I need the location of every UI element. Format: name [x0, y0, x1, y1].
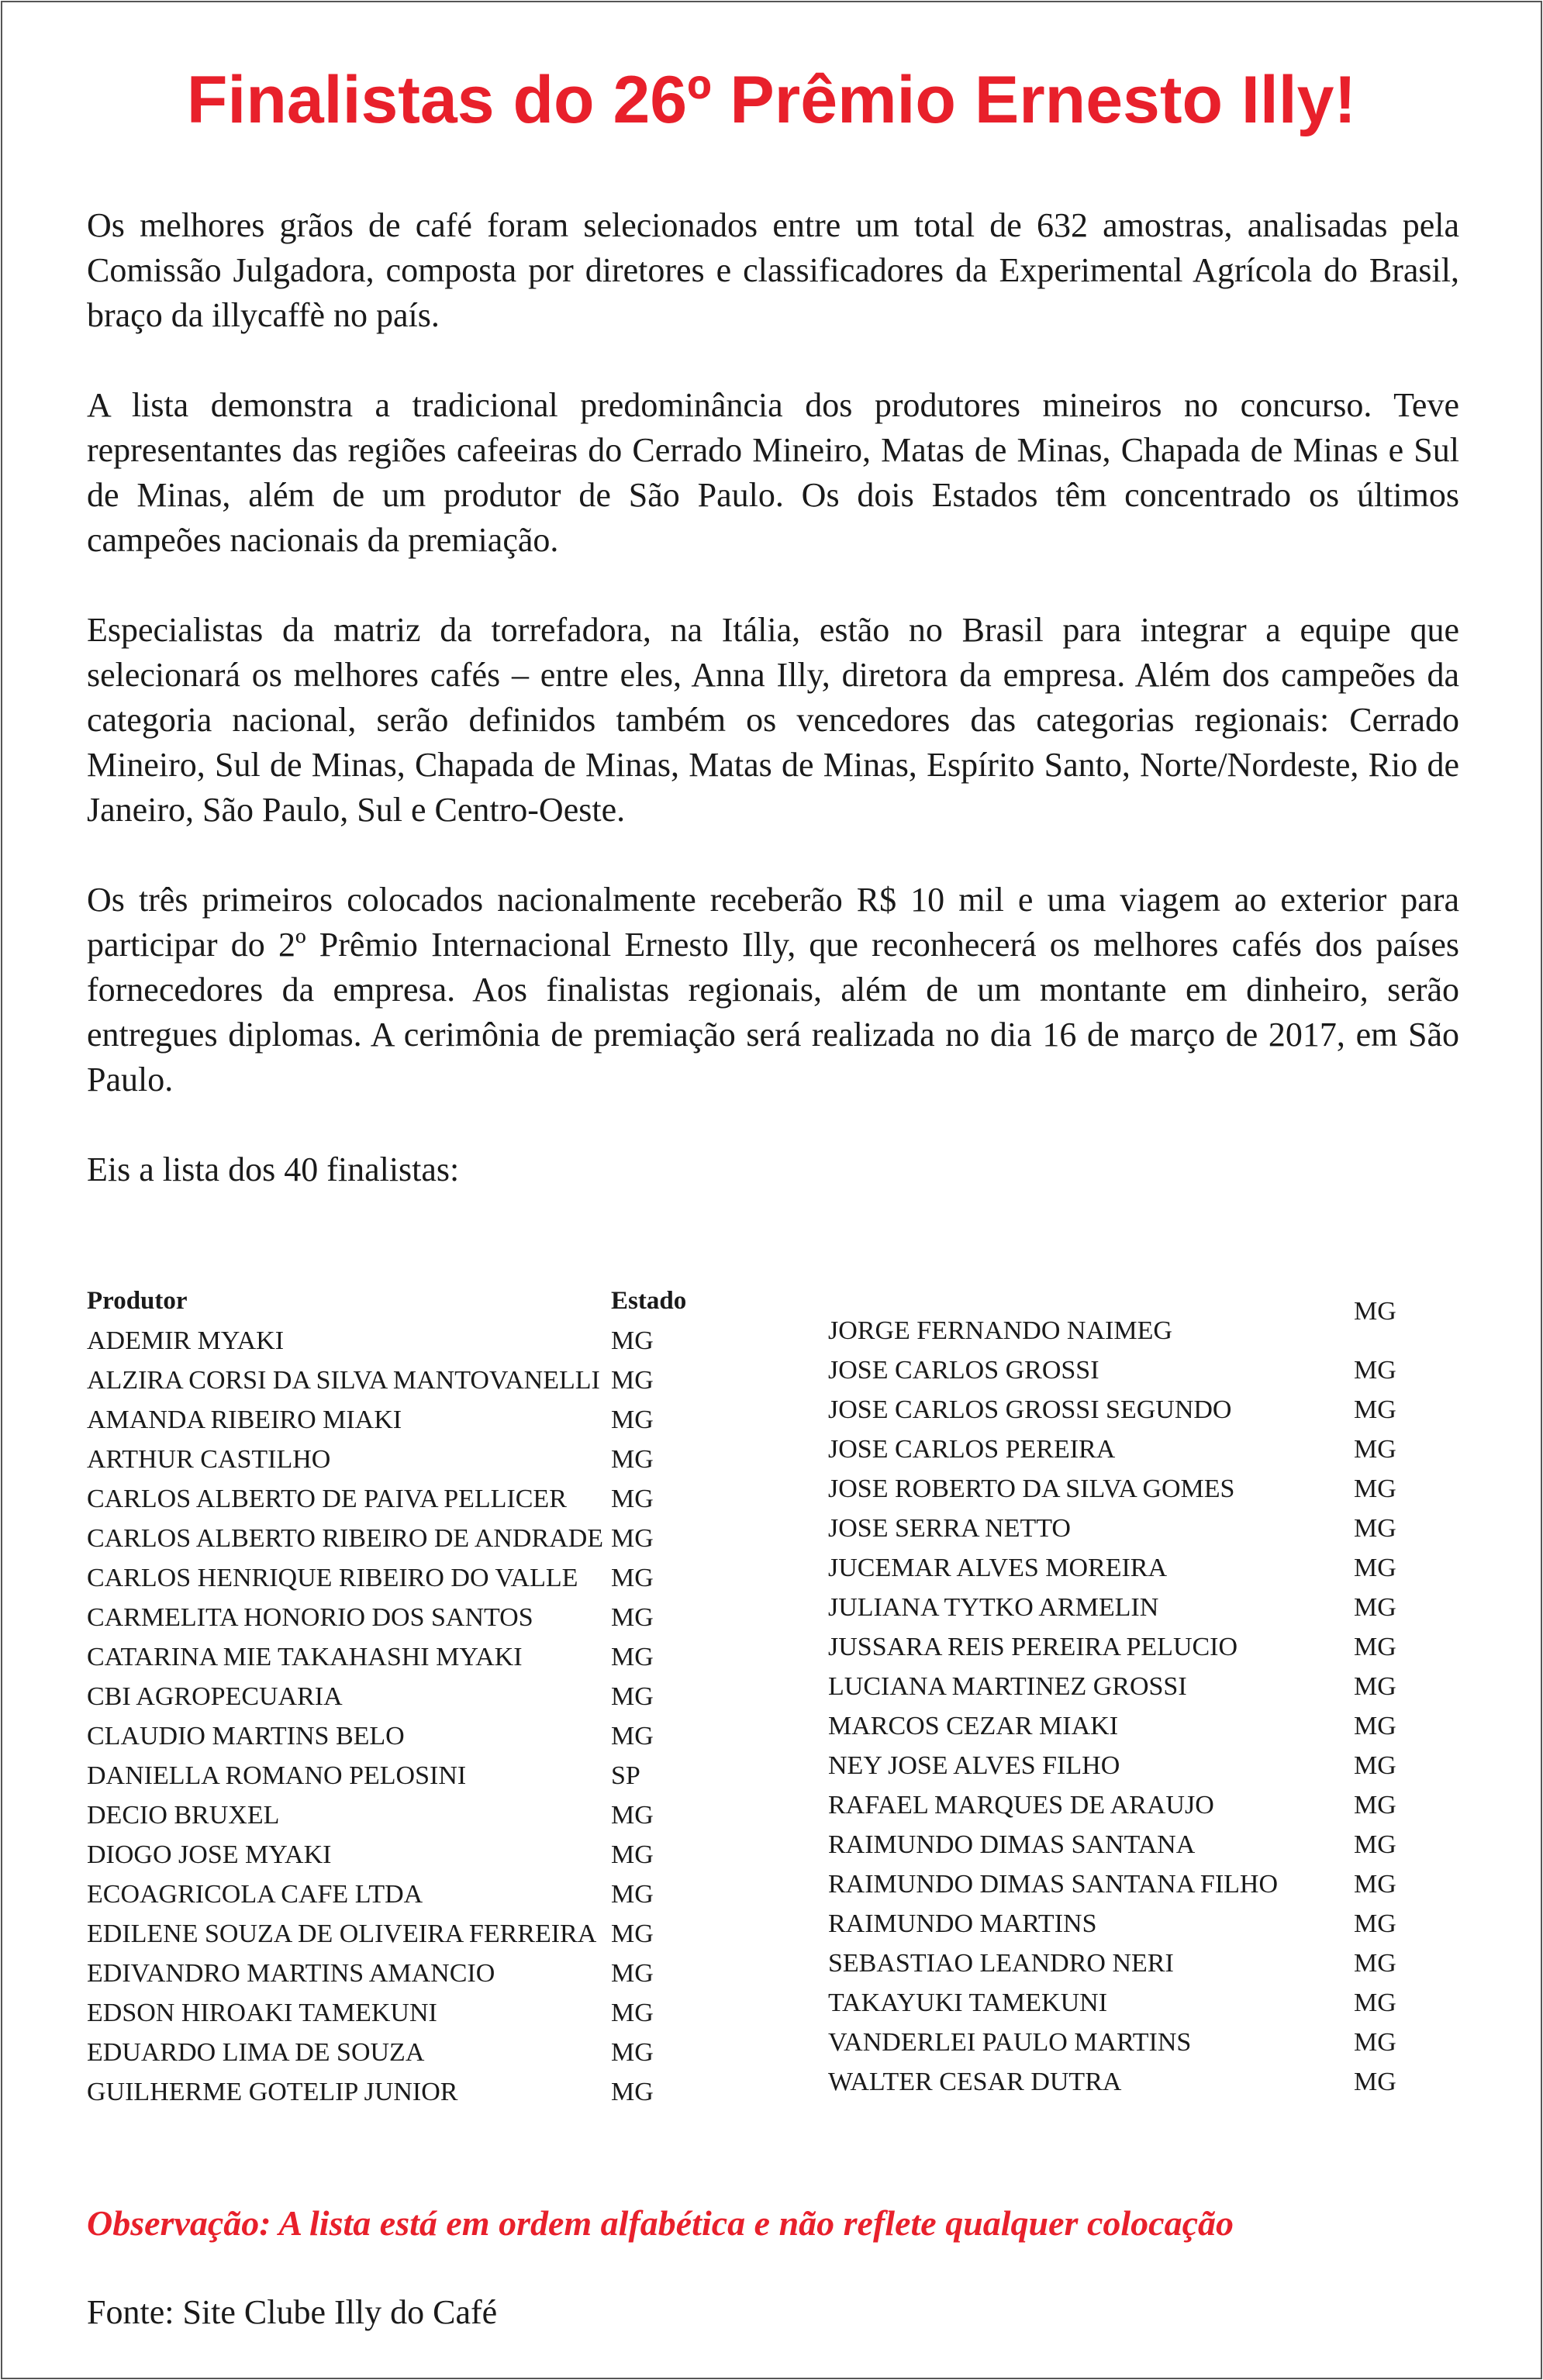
producer-state: MG	[611, 1959, 654, 1988]
producer-state: MG	[611, 1326, 654, 1355]
producer-state: MG	[611, 1564, 654, 1592]
table-row	[828, 1509, 1417, 1548]
producer-name: AMANDA RIBEIRO MIAKI	[87, 1406, 402, 1434]
producer-state: MG	[1354, 1633, 1396, 1661]
producer-state: MG	[611, 1524, 654, 1553]
table-row	[87, 1637, 769, 1677]
note-text: Observação: A lista está em ordem alfabética e não reflete qualquer colocação	[87, 2203, 1234, 2243]
producer-state: MG	[611, 2078, 654, 2106]
table-row	[828, 1904, 1417, 1944]
table-row	[828, 1825, 1417, 1864]
table-row	[87, 1677, 769, 1716]
producer-state: MG	[1354, 1989, 1396, 2017]
table-row	[87, 1716, 769, 1756]
producer-state: MG	[611, 1406, 654, 1434]
producer-name: JOSE CARLOS GROSSI SEGUNDO	[828, 1395, 1232, 1424]
table-row	[87, 1361, 769, 1400]
table-row	[87, 1400, 769, 1440]
table-row	[87, 1914, 769, 1954]
table-row	[87, 1598, 769, 1637]
producer-name: JORGE FERNANDO NAIMEG	[828, 1316, 1172, 1345]
paragraph-judges: Especialistas da matriz da torrefadora, na Itália, estão no Brasil para integrar a equipe que selecionará os melhores cafés – entre eles, Anna Illy, diretora da empresa. Além dos campeões da categoria nacional, serão definidos também os vencedores das categorias regionais: Cerrado Mineiro, Sul de Minas, Chapada de Minas, Matas de Minas, Espírito Santo, Norte/Nordeste, Rio de Janeiro, São Paulo, Sul e Centro-Oeste.	[87, 611, 1459, 829]
producer-name: CARMELITA HONORIO DOS SANTOS	[87, 1603, 533, 1632]
producer-state: MG	[611, 1682, 654, 1711]
producer-state: MG	[611, 2038, 654, 2067]
table-row	[828, 1944, 1417, 1983]
finalists-table-right	[828, 1292, 1417, 2102]
table-row	[87, 2072, 769, 2112]
producer-state: MG	[611, 1722, 654, 1751]
producer-name: JOSE SERRA NETTO	[828, 1514, 1071, 1543]
producer-name: RAIMUNDO DIMAS SANTANA	[828, 1830, 1196, 1859]
producer-state: MG	[1354, 1949, 1396, 1978]
table-row	[828, 1292, 1417, 1350]
header-producer: Produtor	[87, 1287, 188, 1315]
producer-name: JUCEMAR ALVES MOREIRA	[828, 1554, 1168, 1582]
producer-name: EDUARDO LIMA DE SOUZA	[87, 2038, 425, 2067]
producer-state: SP	[611, 1761, 640, 1790]
producer-state: MG	[1354, 1712, 1396, 1740]
producer-name: CARLOS ALBERTO RIBEIRO DE ANDRADE	[87, 1524, 604, 1553]
producer-state: MG	[1354, 1475, 1396, 1503]
table-row	[87, 1954, 769, 1993]
producer-name: JOSE CARLOS PEREIRA	[828, 1435, 1116, 1464]
table-row	[87, 1479, 769, 1519]
paragraph-regions: A lista demonstra a tradicional predominância dos produtores mineiros no concurso. Teve representantes das regiões cafeeiras do Cerrado Mineiro, Matas de Minas, Chapada de Minas e Sul de Minas, além de um produtor de São Paulo. Os dois Estados têm concentrado os últimos campeões nacionais da premiação.	[87, 386, 1459, 559]
producer-state: MG	[611, 1643, 654, 1671]
table-row	[87, 1875, 769, 1914]
producer-name: RAFAEL MARQUES DE ARAUJO	[828, 1791, 1214, 1819]
producer-name: WALTER CESAR DUTRA	[828, 2068, 1122, 2096]
producer-name: ADEMIR MYAKI	[87, 1326, 285, 1355]
producer-state: MG	[1354, 1593, 1396, 1622]
producer-name: JOSE CARLOS GROSSI	[828, 1356, 1099, 1385]
table-row	[87, 1835, 769, 1875]
table-row	[87, 2033, 769, 2072]
producer-name: GUILHERME GOTELIP JUNIOR	[87, 2078, 458, 2106]
producer-name: DECIO BRUXEL	[87, 1801, 280, 1830]
producer-name: RAIMUNDO MARTINS	[828, 1909, 1097, 1938]
table-row	[828, 2023, 1417, 2062]
producer-name: JOSE ROBERTO DA SILVA GOMES	[828, 1475, 1235, 1503]
producer-name: DIOGO JOSE MYAKI	[87, 1840, 332, 1869]
table-row	[828, 1350, 1417, 1390]
producer-state: MG	[1354, 1297, 1396, 1326]
table-row	[828, 1430, 1417, 1469]
producer-name: DANIELLA ROMANO PELOSINI	[87, 1761, 467, 1790]
table-row	[87, 1756, 769, 1795]
producer-state: MG	[611, 1366, 654, 1395]
paragraph-prizes: Os três primeiros colocados nacionalmente receberão R$ 10 mil e uma viagem ao exterior para participar do 2º Prêmio Internacional Ernesto Illy, que reconhecerá os melhores cafés dos países fornecedores da empresa. Aos finalistas regionais, além de um montante em dinheiro, serão entregues diplomas. A cerimônia de premiação será realizada no dia 16 de março de 2017, em São Paulo.	[87, 881, 1459, 1099]
producer-name: ALZIRA CORSI DA SILVA MANTOVANELLI	[87, 1366, 600, 1395]
table-row	[828, 1983, 1417, 2023]
table-row	[828, 1469, 1417, 1509]
producer-name: VANDERLEI PAULO MARTINS	[828, 2028, 1192, 2057]
producer-state: MG	[1354, 1356, 1396, 1385]
table-row	[828, 1706, 1417, 1746]
producer-state: MG	[1354, 1395, 1396, 1424]
producer-state: MG	[1354, 1514, 1396, 1543]
table-row	[87, 1993, 769, 2033]
table-row	[828, 2062, 1417, 2102]
table-row	[828, 1627, 1417, 1667]
table-row	[828, 1667, 1417, 1706]
producer-state: MG	[1354, 1751, 1396, 1780]
producer-state: MG	[611, 1840, 654, 1869]
table-row	[87, 1558, 769, 1598]
table-row	[828, 1864, 1417, 1904]
producer-name: CBI AGROPECUARIA	[87, 1682, 343, 1711]
article-body	[87, 203, 1459, 1237]
table-row	[828, 1588, 1417, 1627]
paragraph-list-intro: Eis a lista dos 40 finalistas:	[87, 1150, 460, 1188]
producer-name: RAIMUNDO DIMAS SANTANA FILHO	[828, 1870, 1279, 1899]
producer-state: MG	[611, 1999, 654, 2027]
table-row	[828, 1785, 1417, 1825]
producer-name: ECOAGRICOLA CAFE LTDA	[87, 1880, 423, 1909]
table-row	[828, 1390, 1417, 1430]
producer-name: CARLOS HENRIQUE RIBEIRO DO VALLE	[87, 1564, 578, 1592]
table-row	[87, 1795, 769, 1835]
producer-state: MG	[1354, 1435, 1396, 1464]
producer-state: MG	[1354, 1554, 1396, 1582]
producer-name: LUCIANA MARTINEZ GROSSI	[828, 1672, 1187, 1701]
producer-state: MG	[611, 1445, 654, 1474]
header-state: Estado	[611, 1287, 687, 1315]
page-title: Finalistas do 26º Prêmio Ernesto Illy!	[186, 63, 1357, 137]
producer-state: MG	[1354, 2028, 1396, 2057]
producer-state: MG	[611, 1603, 654, 1632]
producer-name: EDSON HIROAKI TAMEKUNI	[87, 1999, 437, 2027]
table-row	[87, 1321, 769, 1361]
paragraph-samples: Os melhores grãos de café foram selecionados entre um total de 632 amostras, analisadas pela Comissão Julgadora, composta por diretores e classificadores da Experimental Agrícola do Brasil, braço da illycaffè no país.	[87, 206, 1459, 334]
producer-name: ARTHUR CASTILHO	[87, 1445, 331, 1474]
finalists-table-left	[87, 1281, 769, 2112]
producer-state: MG	[1354, 1672, 1396, 1701]
table-header-row	[87, 1281, 769, 1321]
producer-name: EDIVANDRO MARTINS AMANCIO	[87, 1959, 495, 1988]
producer-name: CLAUDIO MARTINS BELO	[87, 1722, 405, 1751]
producer-state: MG	[1354, 1909, 1396, 1938]
producer-state: MG	[1354, 2068, 1396, 2096]
table-row	[87, 1519, 769, 1558]
producer-state: MG	[611, 1485, 654, 1513]
producer-name: JUSSARA REIS PEREIRA PELUCIO	[828, 1633, 1238, 1661]
producer-name: MARCOS CEZAR MIAKI	[828, 1712, 1119, 1740]
producer-state: MG	[1354, 1870, 1396, 1899]
producer-name: CATARINA MIE TAKAHASHI MYAKI	[87, 1643, 523, 1671]
producer-state: MG	[1354, 1830, 1396, 1859]
table-row	[828, 1746, 1417, 1785]
producer-name: CARLOS ALBERTO DE PAIVA PELLICER	[87, 1485, 567, 1513]
table-row	[828, 1548, 1417, 1588]
producer-name: NEY JOSE ALVES FILHO	[828, 1751, 1120, 1780]
producer-state: MG	[611, 1880, 654, 1909]
producer-name: SEBASTIAO LEANDRO NERI	[828, 1949, 1174, 1978]
producer-state: MG	[611, 1920, 654, 1948]
producer-name: TAKAYUKI TAMEKUNI	[828, 1989, 1108, 2017]
source-text: Fonte: Site Clube Illy do Café	[87, 2293, 498, 2331]
producer-name: JULIANA TYTKO ARMELIN	[828, 1593, 1159, 1622]
producer-state: MG	[1354, 1791, 1396, 1819]
producer-state: MG	[611, 1801, 654, 1830]
table-row	[87, 1440, 769, 1479]
producer-name: EDILENE SOUZA DE OLIVEIRA FERREIRA	[87, 1920, 597, 1948]
